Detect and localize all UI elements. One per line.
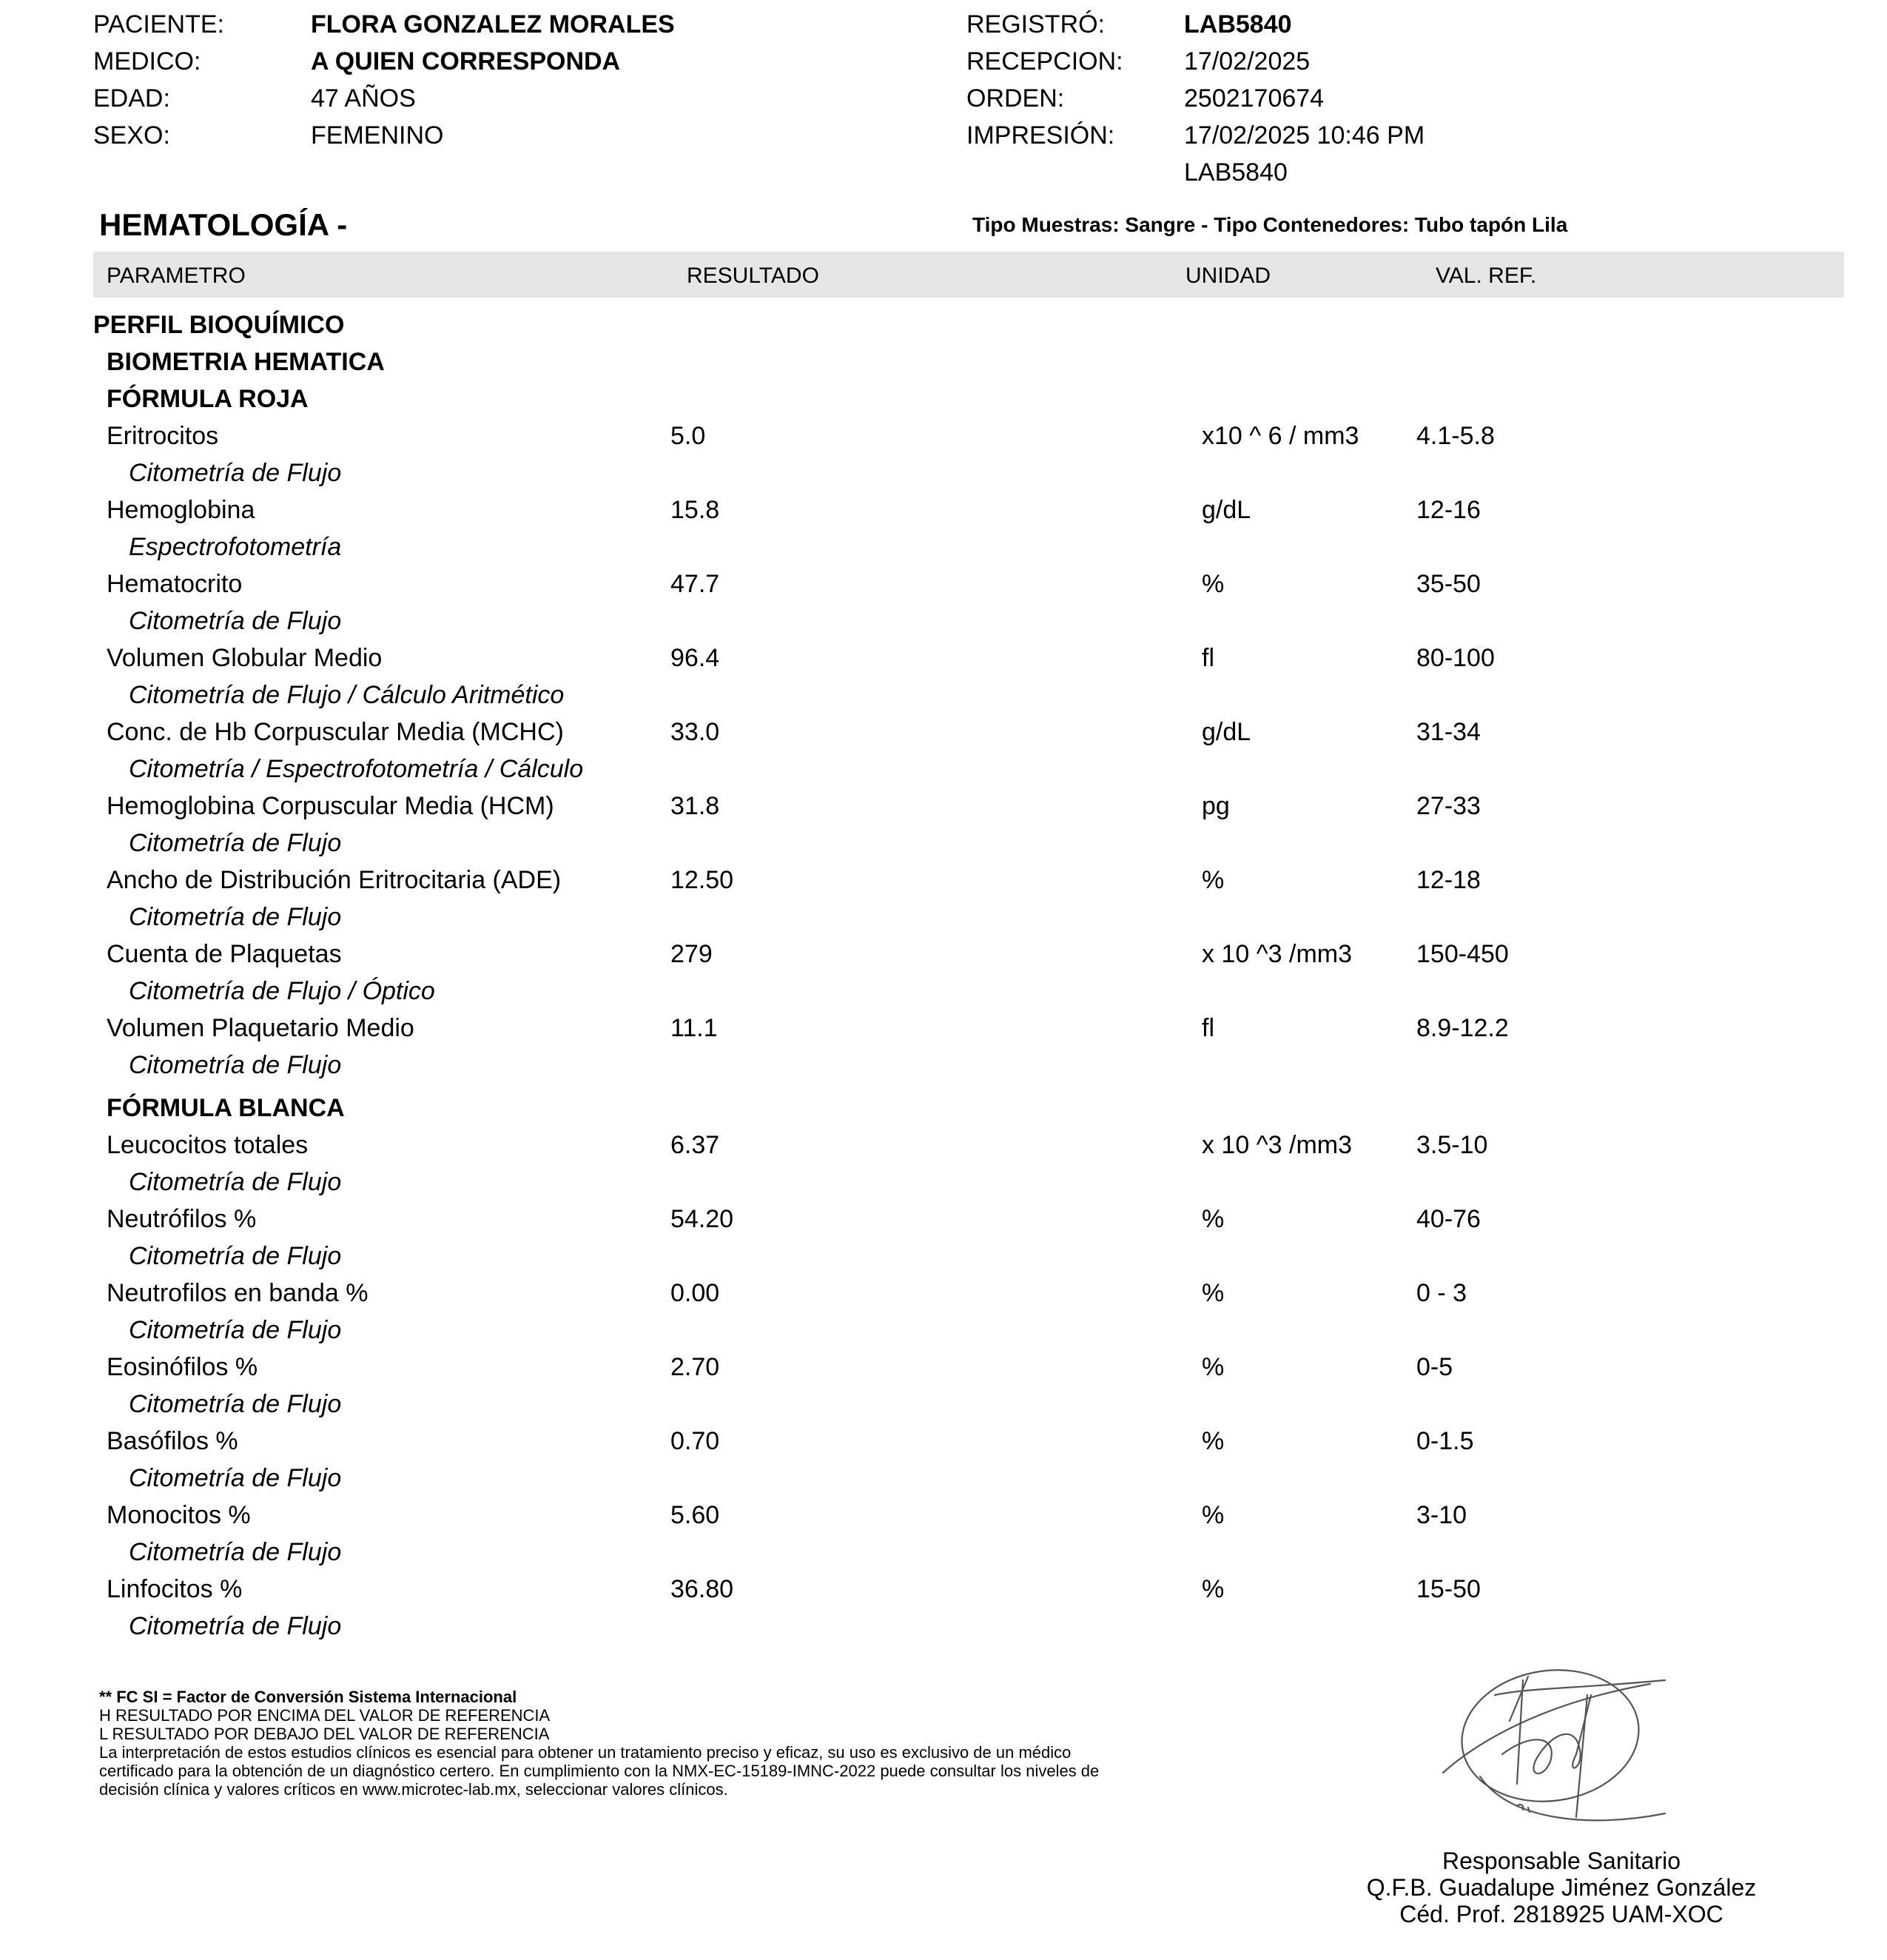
reception-value: 17/02/2025 — [1184, 47, 1311, 75]
parameter-name: Hemoglobina — [107, 496, 255, 524]
profile-title: PERFIL BIOQUÍMICO — [93, 311, 345, 339]
unit-value: x 10 ^3 /mm3 — [1202, 1131, 1353, 1159]
result-row — [0, 792, 1887, 866]
unit-value: g/dL — [1202, 496, 1251, 524]
unit-value: % — [1202, 1501, 1225, 1529]
result-row — [0, 570, 1887, 644]
method-text: Citometría de Flujo — [129, 1168, 342, 1196]
doctor-name: A QUIEN CORRESPONDA — [311, 47, 621, 75]
unit-value: x10 ^ 6 / mm3 — [1202, 422, 1359, 450]
method-text: Citometría de Flujo — [129, 903, 342, 931]
signature-graphic — [1428, 1651, 1680, 1843]
result-value: 33.0 — [670, 718, 720, 746]
method-text: Citometría de Flujo — [129, 1242, 342, 1270]
result-row — [0, 1501, 1887, 1575]
footnote-fc-si: ** FC SI = Factor de Conversión Sistema Internacional — [99, 1688, 517, 1706]
column-header-bar — [93, 252, 1844, 298]
method-text: Espectrofotometría — [129, 533, 342, 561]
sex-label: SEXO: — [93, 121, 170, 150]
order-label: ORDEN: — [966, 84, 1065, 113]
method-text: Citometría de Flujo — [129, 1464, 342, 1492]
reference-value: 0-1.5 — [1416, 1427, 1474, 1455]
order-value: 2502170674 — [1184, 84, 1325, 113]
parameter-name: Monocitos % — [107, 1501, 251, 1529]
parameter-name: Eritrocitos — [107, 422, 219, 450]
parameter-name: Conc. de Hb Corpuscular Media (MCHC) — [107, 718, 564, 746]
print-label: IMPRESIÓN: — [966, 121, 1115, 150]
parameter-name: Linfocitos % — [107, 1575, 243, 1603]
reference-value: 150-450 — [1416, 940, 1509, 968]
responsible-title: Responsable Sanitario — [1442, 1847, 1681, 1874]
method-text: Citometría de Flujo — [129, 829, 342, 857]
parameter-name: Cuenta de Plaquetas — [107, 940, 342, 968]
age-value: 47 AÑOS — [311, 84, 416, 113]
unit-value: % — [1202, 1427, 1225, 1455]
reference-value: 27-33 — [1416, 792, 1481, 820]
responsible-name: Q.F.B. Guadalupe Jiménez González — [1366, 1874, 1757, 1901]
footnote-line: L RESULTADO POR DEBAJO DEL VALOR DE REFERENCIA — [99, 1725, 550, 1743]
reference-value: 0 - 3 — [1416, 1279, 1467, 1307]
unit-value: % — [1202, 866, 1225, 894]
result-row — [0, 1427, 1887, 1501]
result-value: 5.60 — [670, 1501, 720, 1529]
footnote-line: decisión clínica y valores críticos en www.microtec-lab.mx, seleccionar valores clínicos. — [99, 1780, 728, 1799]
reference-value: 35-50 — [1416, 570, 1481, 598]
reference-value: 15-50 — [1416, 1575, 1481, 1603]
result-value: 5.0 — [670, 422, 706, 450]
reference-value: 12-16 — [1416, 496, 1481, 524]
formula-blanca-title: FÓRMULA BLANCA — [107, 1094, 345, 1122]
result-value: 96.4 — [670, 644, 720, 672]
result-value: 15.8 — [670, 496, 720, 524]
column-reference: VAL. REF. — [1436, 264, 1537, 288]
result-value: 0.70 — [670, 1427, 720, 1455]
parameter-name: Neutrofilos en banda % — [107, 1279, 369, 1307]
doctor-label: MEDICO: — [93, 47, 201, 75]
method-text: Citometría de Flujo — [129, 1538, 342, 1566]
parameter-name: Leucocitos totales — [107, 1131, 309, 1159]
unit-value: % — [1202, 570, 1225, 598]
footnotes — [99, 1688, 1099, 1799]
unit-value: % — [1202, 1205, 1225, 1233]
result-row — [0, 940, 1887, 1014]
result-row — [0, 644, 1887, 718]
parameter-name: Eosinófilos % — [107, 1353, 258, 1381]
result-row — [0, 496, 1887, 570]
print-value: 17/02/2025 10:46 PM — [1184, 121, 1425, 150]
registered-value: LAB5840 — [1184, 10, 1292, 38]
reference-value: 80-100 — [1416, 644, 1495, 672]
formula-roja-title: FÓRMULA ROJA — [107, 385, 309, 413]
column-result: RESULTADO — [687, 264, 819, 288]
result-value: 0.00 — [670, 1279, 720, 1307]
unit-value: fl — [1202, 1014, 1214, 1042]
method-text: Citometría de Flujo — [129, 1612, 342, 1640]
registered-label: REGISTRÓ: — [966, 10, 1106, 38]
unit-value: g/dL — [1202, 718, 1251, 746]
result-value: 47.7 — [670, 570, 720, 598]
method-text: Citometría de Flujo — [129, 459, 342, 487]
reference-value: 12-18 — [1416, 866, 1481, 894]
result-value: 2.70 — [670, 1353, 720, 1381]
responsible-license: Céd. Prof. 2818925 UAM-XOC — [1399, 1901, 1723, 1927]
parameter-name: Neutrófilos % — [107, 1205, 257, 1233]
age-label: EDAD: — [93, 84, 170, 113]
footnote-line: H RESULTADO POR ENCIMA DEL VALOR DE REFERENCIA — [99, 1706, 551, 1725]
unit-value: % — [1202, 1279, 1225, 1307]
parameter-name: Hematocrito — [107, 570, 243, 598]
result-row — [0, 1575, 1887, 1649]
reference-value: 3.5-10 — [1416, 1131, 1488, 1159]
result-value: 36.80 — [670, 1575, 734, 1603]
reference-value: 4.1-5.8 — [1416, 422, 1495, 450]
result-row — [0, 1014, 1887, 1088]
result-row — [0, 422, 1887, 496]
reference-value: 31-34 — [1416, 718, 1481, 746]
reference-value: 3-10 — [1416, 1501, 1467, 1529]
footnote-line: certificado para la obtención de un diagnóstico certero. En cumplimiento con la NMX-EC-15189-IMNC-2022 puede consultar los niveles de — [99, 1762, 1100, 1780]
method-text: Citometría de Flujo — [129, 607, 342, 635]
result-value: 12.50 — [670, 866, 734, 894]
unit-value: fl — [1202, 644, 1214, 672]
unit-value: pg — [1202, 792, 1230, 820]
section-title: HEMATOLOGÍA - — [99, 207, 348, 242]
result-value: 54.20 — [670, 1205, 734, 1233]
group-title: BIOMETRIA HEMATICA — [107, 348, 385, 376]
method-text: Citometría de Flujo / Cálculo Aritmético — [129, 681, 565, 709]
unit-value: % — [1202, 1353, 1225, 1381]
result-row — [0, 1131, 1887, 1205]
result-row — [0, 718, 1887, 792]
sex-value: FEMENINO — [311, 121, 444, 150]
unit-value: % — [1202, 1575, 1225, 1603]
result-row — [0, 1205, 1887, 1279]
lab-code: LAB5840 — [1184, 158, 1288, 187]
patient-label: PACIENTE: — [93, 10, 224, 38]
parameter-name: Basófilos % — [107, 1427, 238, 1455]
patient-name: FLORA GONZALEZ MORALES — [311, 10, 675, 38]
method-text: Citometría / Espectrofotometría / Cálculo — [129, 755, 584, 783]
reception-label: RECEPCION: — [966, 47, 1123, 75]
parameter-name: Volumen Globular Medio — [107, 644, 383, 672]
footnote-line: La interpretación de estos estudios clínicos es esencial para obtener un tratamiento preciso y eficaz, su uso es exclusivo de un médico — [99, 1743, 1072, 1762]
result-value: 279 — [670, 940, 713, 968]
result-value: 11.1 — [670, 1014, 718, 1042]
parameter-name: Volumen Plaquetario Medio — [107, 1014, 414, 1042]
column-unit: UNIDAD — [1185, 264, 1271, 288]
unit-value: x 10 ^3 /mm3 — [1202, 940, 1353, 968]
column-parameter: PARAMETRO — [107, 264, 246, 288]
method-text: Citometría de Flujo — [129, 1390, 342, 1418]
parameter-name: Hemoglobina Corpuscular Media (HCM) — [107, 792, 554, 820]
result-row — [0, 866, 1887, 940]
result-row — [0, 1279, 1887, 1353]
method-text: Citometría de Flujo / Óptico — [129, 977, 435, 1005]
parameter-name: Ancho de Distribución Eritrocitaria (ADE) — [107, 866, 562, 894]
method-text: Citometría de Flujo — [129, 1316, 342, 1344]
reference-value: 0-5 — [1416, 1353, 1453, 1381]
reference-value: 8.9-12.2 — [1416, 1014, 1509, 1042]
result-row — [0, 1353, 1887, 1427]
result-value: 31.8 — [670, 792, 720, 820]
method-text: Citometría de Flujo — [129, 1051, 342, 1079]
sample-info: Tipo Muestras: Sangre - Tipo Contenedores: Tubo tapón Lila — [972, 213, 1568, 236]
result-value: 6.37 — [670, 1131, 720, 1159]
reference-value: 40-76 — [1416, 1205, 1481, 1233]
